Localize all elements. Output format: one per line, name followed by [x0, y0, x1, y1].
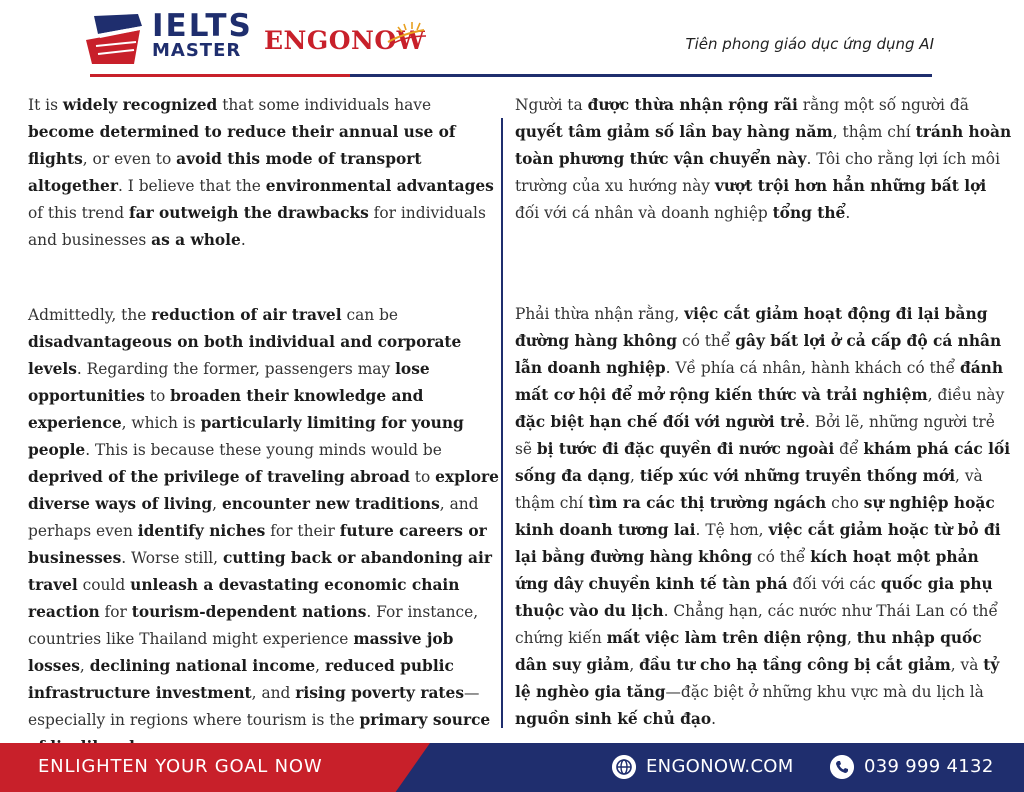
highlighted-phrase: lose opportunities: [28, 360, 430, 405]
highlighted-phrase: reduction of air travel: [151, 306, 342, 324]
phone-icon: [830, 755, 854, 779]
highlighted-phrase: declining national income: [89, 657, 316, 675]
highlighted-phrase: đặc biệt hạn chế đối với người trẻ: [515, 413, 806, 431]
text-run: . Về phía cá nhân, hành khách có thể: [665, 359, 960, 377]
text-run: , and perhaps even: [28, 495, 479, 540]
highlighted-phrase: identify niches: [137, 522, 266, 540]
footer-slogan: ENLIGHTEN YOUR GOAL NOW: [38, 756, 323, 777]
text-run: —đặc biệt ở những khu vực mà du lịch là: [665, 683, 984, 701]
text-run: . Tệ hơn,: [695, 521, 769, 539]
text-run: for individuals and businesses: [28, 204, 486, 249]
highlighted-phrase: tỷ lệ nghèo gia tăng: [515, 656, 1000, 701]
highlighted-phrase: việc cắt giảm hoặc từ bỏ đi lại bằng đường hàng không: [515, 521, 1001, 566]
highlighted-phrase: quốc gia phụ thuộc vào du lịch: [515, 575, 993, 620]
highlighted-phrase: rising poverty rates: [295, 684, 465, 702]
footer-website-link[interactable]: ENGONOW.COM: [646, 756, 794, 777]
text-run: , điều này: [927, 386, 1005, 404]
highlighted-phrase: tổng thể: [772, 204, 846, 222]
text-run: có thể: [752, 548, 811, 566]
vietnamese-paragraph-intro: [515, 92, 1015, 227]
text-run: . Chẳng hạn, các nước như Thái Lan có thể chứng kiến: [515, 602, 998, 647]
text-run: . This is because these young minds would be: [85, 441, 442, 459]
header-divider-blue: [350, 74, 932, 77]
highlighted-phrase: environmental advantages: [265, 177, 494, 195]
highlighted-phrase: tìm ra các thị trường ngách: [588, 494, 827, 512]
text-run: ,: [315, 657, 325, 675]
text-run: đối với cá nhân và doanh nghiệp: [515, 204, 773, 222]
text-run: , which is: [121, 414, 201, 432]
text-run: .: [240, 231, 246, 249]
highlighted-phrase: encounter new traditions: [221, 495, 440, 513]
highlighted-phrase: unleash a devastating economic chain reaction: [28, 576, 460, 621]
highlighted-phrase: become determined to reduce their annual use of flights: [28, 123, 456, 168]
text-run: , or even to: [82, 150, 177, 168]
highlighted-phrase: đánh mất cơ hội để mở rộng kiến thức và trải nghiệm: [515, 359, 1004, 404]
text-run: . Bởi lẽ, những người trẻ sẽ: [515, 413, 995, 458]
text-run: ,: [212, 495, 222, 513]
highlighted-phrase: việc cắt giảm hoạt động đi lại bằng đường hàng không: [515, 305, 988, 350]
english-column: [28, 92, 500, 761]
page-header: [0, 0, 1024, 84]
text-run: có thể: [677, 332, 736, 350]
text-run: . Regarding the former, passengers may: [76, 360, 396, 378]
highlighted-phrase: widely recognized: [62, 96, 218, 114]
highlighted-phrase: tiếp xúc với những truyền thống mới: [639, 467, 956, 485]
vietnamese-paragraph-body: [515, 301, 1015, 733]
highlighted-phrase: deprived of the privilege of traveling abroad: [28, 468, 410, 486]
highlighted-phrase: tránh hoàn toàn phương thức vận chuyển này: [515, 123, 1012, 168]
text-run: Admittedly, the: [28, 306, 152, 324]
text-run: , and: [251, 684, 296, 702]
text-run: Người ta: [515, 96, 588, 114]
highlighted-phrase: particularly limiting for young people: [28, 414, 464, 459]
english-paragraph-body: [28, 302, 500, 761]
logo-ielts-text: IELTS: [152, 8, 253, 44]
text-run: , và: [950, 656, 984, 674]
highlighted-phrase: bị tước đi đặc quyền đi nước ngoài: [536, 440, 835, 458]
text-run: to: [144, 387, 171, 405]
highlighted-phrase: explore diverse ways of living: [28, 468, 499, 513]
logo-engonow-text: ENGONOW: [264, 26, 426, 55]
highlighted-phrase: avoid this mode of transport altogether: [28, 150, 422, 195]
text-run: cho: [826, 494, 864, 512]
highlighted-phrase: kích hoạt một phản ứng dây chuyền kinh tế tàn phá: [515, 548, 979, 593]
globe-icon: [612, 755, 636, 779]
text-run: Phải thừa nhận rằng,: [515, 305, 685, 323]
text-run: để: [834, 440, 864, 458]
highlighted-phrase: thu nhập quốc dân suy giảm: [515, 629, 982, 674]
text-run: . Worse still,: [121, 549, 223, 567]
text-run: .: [711, 710, 717, 728]
text-run: for their: [265, 522, 340, 540]
highlighted-phrase: broaden their knowledge and experience: [28, 387, 424, 432]
text-run: . For instance, countries like Thailand might experience: [28, 603, 479, 648]
highlighted-phrase: disadvantageous on both individual and corporate levels: [28, 333, 462, 378]
vietnamese-column: [515, 92, 1015, 733]
highlighted-phrase: mất việc làm trên diện rộng: [606, 629, 847, 647]
english-paragraph-intro: [28, 92, 500, 254]
text-run: could: [77, 576, 131, 594]
highlighted-phrase: khám phá các lối sống đa dạng: [515, 440, 1011, 485]
highlighted-phrase: cutting back or abandoning air travel: [28, 549, 492, 594]
highlighted-phrase: đầu tư cho hạ tầng công bị cắt giảm: [639, 656, 951, 674]
text-run: —especially in regions where tourism is the: [28, 684, 480, 729]
logo-master-text: MASTER: [152, 40, 242, 61]
highlighted-phrase: primary source: [359, 711, 491, 729]
highlighted-phrase: far outweigh the drawbacks: [128, 204, 369, 222]
highlighted-phrase: được thừa nhận rộng rãi: [587, 96, 798, 114]
highlighted-phrase: future careers or businesses: [28, 522, 487, 567]
highlighted-phrase: as a whole: [151, 231, 241, 249]
highlighted-phrase: tourism-dependent nations: [131, 603, 367, 621]
text-run: ,: [630, 467, 640, 485]
text-run: . Tôi cho rằng lợi ích môi trường của xu hướng này: [515, 150, 1000, 195]
text-run: ,: [846, 629, 857, 647]
text-run: ,: [79, 657, 90, 675]
text-run: can be: [341, 306, 399, 324]
text-run: of this trend: [28, 204, 129, 222]
highlighted-phrase: quyết tâm giảm số lần bay hàng năm: [515, 123, 833, 141]
text-run: to: [409, 468, 436, 486]
page-footer: [0, 743, 1024, 792]
text-run: rằng một số người đã: [797, 96, 969, 114]
highlighted-phrase: reduced public infrastructure investment: [28, 657, 454, 702]
tagline: Tiên phong giáo dục ứng dụng AI: [685, 35, 934, 53]
text-run: , và thậm chí: [515, 467, 983, 512]
text-run: ,: [629, 656, 640, 674]
highlighted-phrase: sự nghiệp hoặc kinh doanh tương lai: [515, 494, 995, 539]
highlighted-phrase: gây bất lợi ở cả cấp độ cá nhân lẫn doanh nghiệp: [515, 332, 1002, 377]
text-run: that some individuals have: [217, 96, 432, 114]
highlighted-phrase: vượt trội hơn hẳn những bất lợi: [714, 177, 987, 195]
engonow-burst-icon: [384, 20, 428, 46]
text-run: It is: [28, 96, 63, 114]
text-run: for: [99, 603, 132, 621]
text-run: .: [845, 204, 851, 222]
header-divider-red: [90, 74, 350, 77]
text-run: . I believe that the: [117, 177, 266, 195]
footer-phone-number[interactable]: 039 999 4132: [864, 756, 994, 777]
column-divider: [501, 118, 503, 728]
ielts-master-logo-icon: [84, 12, 146, 64]
text-run: , thậm chí: [832, 123, 916, 141]
highlighted-phrase: massive job losses: [28, 630, 454, 675]
text-run: đối với các: [787, 575, 881, 593]
highlighted-phrase: nguồn sinh kế chủ đạo: [515, 710, 712, 728]
